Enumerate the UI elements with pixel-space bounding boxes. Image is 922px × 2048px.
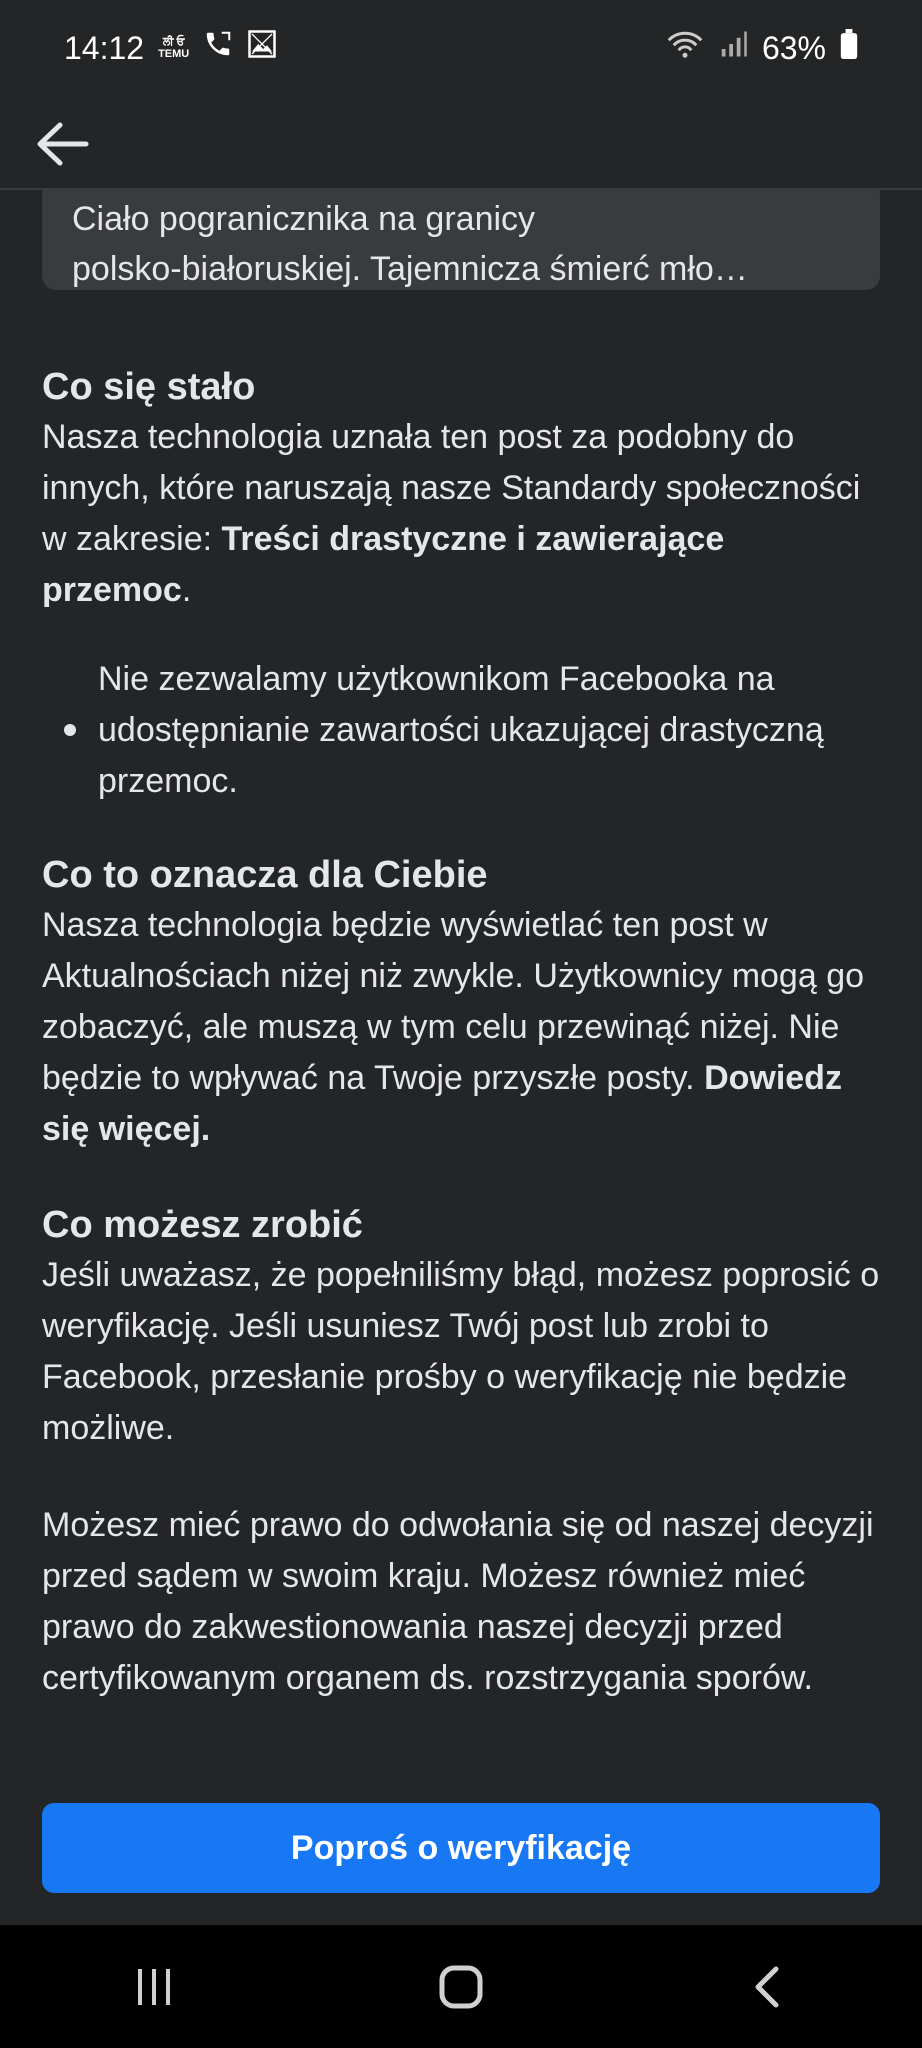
section-legal-rights <box>42 1500 882 1740</box>
section-what-happened <box>42 362 882 607</box>
section-text-body: Nasza technologia uznała ten post za podobny do innych, które naruszają nasze Standardy społeczności w zakresie: <box>42 418 861 558</box>
section-title: Co możesz zrobić <box>42 1204 363 1246</box>
app-bar <box>0 96 922 190</box>
bullet-text: Nie zezwalamy użytkownikom Facebooka na udostępnianie zawartości ukazującej drastyczną przemoc. <box>98 659 824 800</box>
temu-icon-line1: ਲੀ ਓ <box>162 36 185 48</box>
section-text <box>42 412 882 607</box>
section-text: Możesz mieć prawo do odwołania się od naszej decyzji przed sądem w swoim kraju. Możesz również mieć prawo do zakwestionowania naszej decyzji przed certyfikowanym organem ds. rozstrzygania sporów. <box>42 1506 874 1697</box>
recent-apps-icon <box>132 1965 176 2009</box>
wifi-icon <box>666 29 704 67</box>
section-what-it-means <box>42 850 882 1148</box>
post-preview-line1: Ciało pogranicznika na granicy <box>72 200 536 238</box>
home-icon <box>437 1963 485 2011</box>
system-nav-bar <box>0 1925 922 2048</box>
status-bar <box>0 0 922 96</box>
back-button[interactable] <box>30 114 94 174</box>
arrow-left-icon <box>34 119 90 169</box>
recent-apps-button[interactable] <box>94 1947 214 2027</box>
system-back-button[interactable] <box>708 1947 828 2027</box>
violation-category: Treści drastyczne i zawierające przemoc <box>42 520 725 607</box>
post-preview-card[interactable] <box>42 190 880 290</box>
signal-icon <box>718 29 748 67</box>
learn-more-link[interactable]: Dowiedz się więcej. <box>42 1059 842 1148</box>
status-time: 14:12 <box>64 29 145 66</box>
chevron-left-icon <box>748 1963 788 2011</box>
battery-icon <box>840 29 858 67</box>
call-icon <box>203 29 233 67</box>
bullet-dot <box>64 724 76 736</box>
request-review-button[interactable]: Poproś o weryfikację <box>42 1803 880 1893</box>
section-title: Co się stało <box>42 366 256 408</box>
section-text-body: Nasza technologia będzie wyświetlać ten post w Aktualnościach niżej niż zwykle. Użytkownicy mogą go zobaczyć, ale muszą w tym celu przewinąć niżej. Nie będzie to wpływać na Twoje przyszłe posty. <box>42 906 865 1097</box>
section-text-end: . <box>181 571 192 607</box>
status-right <box>666 29 858 67</box>
temu-icon-line2: TEMU <box>158 48 190 60</box>
post-preview-line2: polsko-białoruskiej. Tajemnicza śmierć mło… <box>72 250 748 288</box>
section-text: Jeśli uważasz, że popełniliśmy błąd, możesz poprosić o weryfikację. Jeśli usuniesz Twój post lub zrobi to Facebook, przesłanie prośby o weryfikację nie będzie możliwe. <box>42 1256 880 1447</box>
battery-percent: 63% <box>761 29 826 66</box>
home-button[interactable] <box>401 1947 521 2027</box>
policy-bullet <box>42 655 882 805</box>
section-text <box>42 900 882 1148</box>
section-title: Co to oznacza dla Ciebie <box>42 854 488 896</box>
image-notification-icon <box>247 29 277 67</box>
temu-notification-icon <box>158 36 189 60</box>
content-area[interactable] <box>0 190 922 1925</box>
status-left <box>64 29 277 67</box>
section-what-you-can-do <box>42 1200 882 1450</box>
